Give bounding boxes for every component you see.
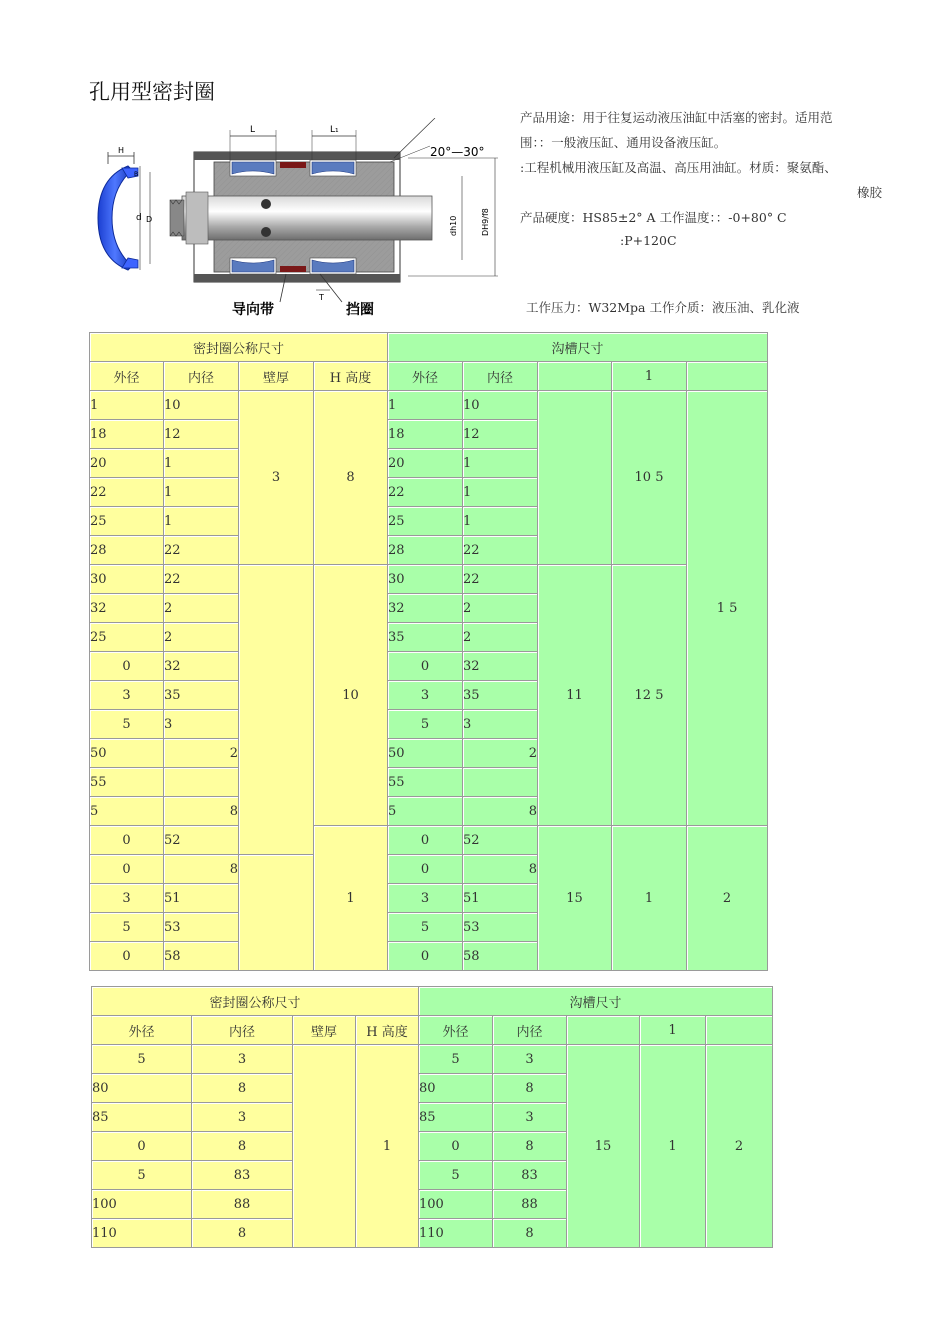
cell-outer-diameter: 0 — [90, 942, 164, 971]
cell-outer-diameter: 32 — [90, 594, 164, 623]
cell-inner-diameter: 1 — [164, 449, 239, 478]
cell-groove-inner-diameter — [463, 768, 538, 797]
col-header-groove-od: 外径 — [388, 362, 463, 391]
cell-groove-inner-diameter: 53 — [463, 913, 538, 942]
cell-outer-diameter: 0 — [90, 826, 164, 855]
cell-outer-diameter: 80 — [92, 1074, 192, 1103]
cell-groove-outer-diameter: 25 — [388, 507, 463, 536]
cell-groove-outer-diameter: 50 — [388, 739, 463, 768]
col-header-groove-id: 内径 — [463, 362, 538, 391]
seal-size-table-1 — [89, 332, 768, 971]
cell-outer-diameter: 5 — [90, 797, 164, 826]
cell-inner-diameter: 3 — [164, 710, 239, 739]
cell-outer-diameter: 30 — [90, 565, 164, 594]
dim-l1-label: L₁ — [330, 125, 339, 135]
cell-groove-outer-diameter: 32 — [388, 594, 463, 623]
cell-inner-diameter: 8 — [192, 1074, 293, 1103]
page-title: 孔用型密封圈 — [89, 80, 215, 104]
dim-dh10-label: dh10 — [449, 215, 458, 236]
cell-inner-diameter: 3 — [192, 1045, 293, 1074]
cell-groove-outer-diameter: 85 — [419, 1103, 493, 1132]
cell-outer-diameter: 18 — [90, 420, 164, 449]
cell-groove-outer-diameter: 30 — [388, 565, 463, 594]
cell-groove-inner-diameter: 88 — [493, 1190, 567, 1219]
cell-inner-diameter: 8 — [192, 1219, 293, 1248]
cell-groove-inner-diameter: 52 — [463, 826, 538, 855]
cell-groove-inner-diameter: 3 — [463, 710, 538, 739]
cell-height: 10 — [314, 565, 388, 826]
col-header-groove-5 — [687, 362, 768, 391]
col-header-od: 外径 — [92, 1016, 192, 1045]
column-header-row — [90, 362, 768, 391]
cell-groove-outer-diameter: 5 — [419, 1045, 493, 1074]
description-line: 工作压力：W32Mpa 工作介质：液压油、乳化液 — [526, 300, 800, 315]
cell-inner-diameter — [164, 768, 239, 797]
cell-outer-diameter: 3 — [90, 884, 164, 913]
cell-outer-diameter: 25 — [90, 623, 164, 652]
cell-groove-outer-diameter: 28 — [388, 536, 463, 565]
cell-groove-inner-diameter: 1 — [463, 478, 538, 507]
cell-groove-inner-diameter: 12 — [463, 420, 538, 449]
cell-groove-outer-diameter: 1 — [388, 391, 463, 420]
cell-outer-diameter: 0 — [92, 1132, 192, 1161]
cell-groove-outer-diameter: 0 — [388, 942, 463, 971]
cell-groove-inner-diameter: 1 — [463, 507, 538, 536]
cell-inner-diameter: 22 — [164, 536, 239, 565]
cell-groove-outer-diameter: 0 — [419, 1132, 493, 1161]
cell-inner-diameter: 1 — [164, 507, 239, 536]
cell-groove-outer-diameter: 80 — [419, 1074, 493, 1103]
dim-l-label: L — [250, 125, 256, 135]
col-header-od: 外径 — [90, 362, 164, 391]
description-line: :工程机械用液压缸及高温、高压用油缸。材质：聚氨酯、 — [520, 160, 837, 175]
cell-outer-diameter: 1 — [90, 391, 164, 420]
cell-outer-diameter: 100 — [92, 1190, 192, 1219]
guide-band-label: 导向带 — [232, 302, 274, 318]
cell-inner-diameter: 2 — [164, 594, 239, 623]
col-header-groove-3 — [567, 1016, 640, 1045]
cell-groove-col3: 15 — [567, 1045, 640, 1248]
cell-inner-diameter: 1 — [164, 478, 239, 507]
dim-dh9-label: DH9/f8 — [481, 208, 490, 236]
cell-outer-diameter: 0 — [90, 652, 164, 681]
cell-groove-outer-diameter: 0 — [388, 652, 463, 681]
cell-groove-inner-diameter: 22 — [463, 536, 538, 565]
cell-inner-diameter: 52 — [164, 826, 239, 855]
dim-dd-label: D — [146, 215, 153, 224]
cell-outer-diameter: 5 — [92, 1161, 192, 1190]
groove-header: 沟槽尺寸 — [388, 333, 768, 362]
col-header-groove-id: 内径 — [493, 1016, 567, 1045]
cell-inner-diameter: 88 — [192, 1190, 293, 1219]
description-line: 围：：一般液压缸、通用设备液压缸。 — [520, 135, 727, 150]
cell-groove-inner-diameter: 35 — [463, 681, 538, 710]
cell-groove-col4: 10 5 — [612, 391, 687, 565]
cell-groove-col3 — [538, 391, 612, 565]
cell-inner-diameter: 32 — [164, 652, 239, 681]
col-header-groove-4: 1 — [612, 362, 687, 391]
cell-outer-diameter: 5 — [90, 710, 164, 739]
cell-inner-diameter: 3 — [192, 1103, 293, 1132]
table-row — [90, 565, 768, 594]
col-header-wall: 壁厚 — [239, 362, 314, 391]
cell-groove-inner-diameter: 83 — [493, 1161, 567, 1190]
cell-outer-diameter: 50 — [90, 739, 164, 768]
cell-outer-diameter: 3 — [90, 681, 164, 710]
cell-groove-outer-diameter: 5 — [388, 710, 463, 739]
cell-inner-diameter: 83 — [192, 1161, 293, 1190]
cell-groove-col4: 1 — [640, 1045, 706, 1248]
col-header-groove-od: 外径 — [419, 1016, 493, 1045]
cell-outer-diameter: 110 — [92, 1219, 192, 1248]
dim-b-label: B — [134, 171, 139, 178]
cell-groove-inner-diameter: 2 — [463, 739, 538, 768]
cell-groove-outer-diameter: 20 — [388, 449, 463, 478]
groove-header: 沟槽尺寸 — [419, 987, 773, 1016]
col-header-groove-3 — [538, 362, 612, 391]
cell-height: 1 — [356, 1045, 419, 1248]
cell-outer-diameter: 20 — [90, 449, 164, 478]
dim-h-label: H — [117, 146, 125, 155]
cell-groove-inner-diameter: 8 — [493, 1132, 567, 1161]
cell-outer-diameter: 22 — [90, 478, 164, 507]
cell-inner-diameter: 12 — [164, 420, 239, 449]
cell-groove-inner-diameter: 8 — [493, 1074, 567, 1103]
cell-inner-diameter: 58 — [164, 942, 239, 971]
cell-groove-outer-diameter: 18 — [388, 420, 463, 449]
cell-groove-inner-diameter: 8 — [463, 855, 538, 884]
seal-nominal-header: 密封圈公称尺寸 — [92, 987, 419, 1016]
cell-height: 1 — [314, 826, 388, 971]
cylinder-assembly — [170, 118, 498, 318]
retainer-label: 挡圈 — [346, 302, 374, 318]
cell-outer-diameter: 5 — [90, 913, 164, 942]
cell-groove-inner-diameter: 32 — [463, 652, 538, 681]
col-header-groove-4: 1 — [640, 1016, 706, 1045]
col-header-groove-5 — [706, 1016, 773, 1045]
col-header-id: 内径 — [192, 1016, 293, 1045]
cell-groove-inner-diameter: 3 — [493, 1103, 567, 1132]
cell-wall-thickness: 3 — [239, 391, 314, 565]
cell-inner-diameter: 22 — [164, 565, 239, 594]
cell-groove-col5: 1 5 — [687, 391, 768, 826]
table-row — [90, 826, 768, 855]
cell-inner-diameter: 8 — [164, 797, 239, 826]
group-header-row — [90, 333, 768, 362]
cell-outer-diameter: 0 — [90, 855, 164, 884]
cell-inner-diameter: 10 — [164, 391, 239, 420]
cell-groove-outer-diameter: 100 — [419, 1190, 493, 1219]
cell-groove-inner-diameter: 1 — [463, 449, 538, 478]
cell-height: 8 — [314, 391, 388, 565]
cell-outer-diameter: 5 — [92, 1045, 192, 1074]
cell-groove-col3: 11 — [538, 565, 612, 826]
cell-groove-col3: 15 — [538, 826, 612, 971]
table-row — [90, 391, 768, 420]
cell-groove-inner-diameter: 58 — [463, 942, 538, 971]
description-line: :P+120C — [620, 233, 677, 248]
cell-groove-col5: 2 — [687, 826, 768, 971]
col-header-id: 内径 — [164, 362, 239, 391]
cell-groove-outer-diameter: 35 — [388, 623, 463, 652]
cell-groove-col4: 12 5 — [612, 565, 687, 826]
seal-size-table-2 — [91, 986, 773, 1248]
cell-outer-diameter: 55 — [90, 768, 164, 797]
cell-inner-diameter: 2 — [164, 623, 239, 652]
cell-outer-diameter: 25 — [90, 507, 164, 536]
cell-groove-inner-diameter: 8 — [463, 797, 538, 826]
cell-groove-outer-diameter: 0 — [388, 855, 463, 884]
description-line: 产品硬度：HS85±2° A 工作温度：：-0+80° C — [520, 210, 787, 225]
cell-groove-inner-diameter: 10 — [463, 391, 538, 420]
cell-groove-inner-diameter: 22 — [463, 565, 538, 594]
cell-groove-outer-diameter: 5 — [388, 913, 463, 942]
cell-groove-outer-diameter: 5 — [388, 797, 463, 826]
cell-groove-inner-diameter: 8 — [493, 1219, 567, 1248]
col-header-height: H 高度 — [356, 1016, 419, 1045]
col-header-wall: 壁厚 — [293, 1016, 356, 1045]
cell-groove-inner-diameter: 2 — [463, 594, 538, 623]
angle-label: 20°—30° — [430, 145, 485, 159]
seal-diagram — [90, 118, 500, 323]
table-row — [92, 1045, 773, 1074]
cell-inner-diameter: 8 — [164, 855, 239, 884]
cell-groove-outer-diameter: 3 — [388, 681, 463, 710]
cell-inner-diameter: 51 — [164, 884, 239, 913]
cell-outer-diameter: 28 — [90, 536, 164, 565]
dim-d-label: d — [136, 213, 142, 223]
dim-t-label: T — [319, 293, 324, 302]
cell-groove-inner-diameter: 3 — [493, 1045, 567, 1074]
cell-inner-diameter: 35 — [164, 681, 239, 710]
description-line: 产品用途：用于往复运动液压油缸中活塞的密封。适用范 — [520, 110, 833, 125]
cell-groove-outer-diameter: 3 — [388, 884, 463, 913]
cell-groove-inner-diameter: 2 — [463, 623, 538, 652]
cell-outer-diameter: 85 — [92, 1103, 192, 1132]
cell-wall-thickness — [239, 855, 314, 971]
seal-ring-section — [98, 146, 152, 270]
description-line: 橡胶 — [856, 185, 882, 200]
cell-inner-diameter: 2 — [164, 739, 239, 768]
cell-groove-outer-diameter: 55 — [388, 768, 463, 797]
cell-groove-inner-diameter: 51 — [463, 884, 538, 913]
col-header-height: H 高度 — [314, 362, 388, 391]
cell-groove-col4: 1 — [612, 826, 687, 971]
seal-nominal-header: 密封圈公称尺寸 — [90, 333, 388, 362]
cell-groove-outer-diameter: 22 — [388, 478, 463, 507]
cell-wall-thickness — [239, 565, 314, 855]
cell-groove-outer-diameter: 0 — [388, 826, 463, 855]
group-header-row — [92, 987, 773, 1016]
cell-inner-diameter: 8 — [192, 1132, 293, 1161]
cell-inner-diameter: 53 — [164, 913, 239, 942]
cell-groove-outer-diameter: 5 — [419, 1161, 493, 1190]
cell-wall-thickness — [293, 1045, 356, 1248]
column-header-row — [92, 1016, 773, 1045]
cell-groove-col5: 2 — [706, 1045, 773, 1248]
cell-groove-outer-diameter: 110 — [419, 1219, 493, 1248]
